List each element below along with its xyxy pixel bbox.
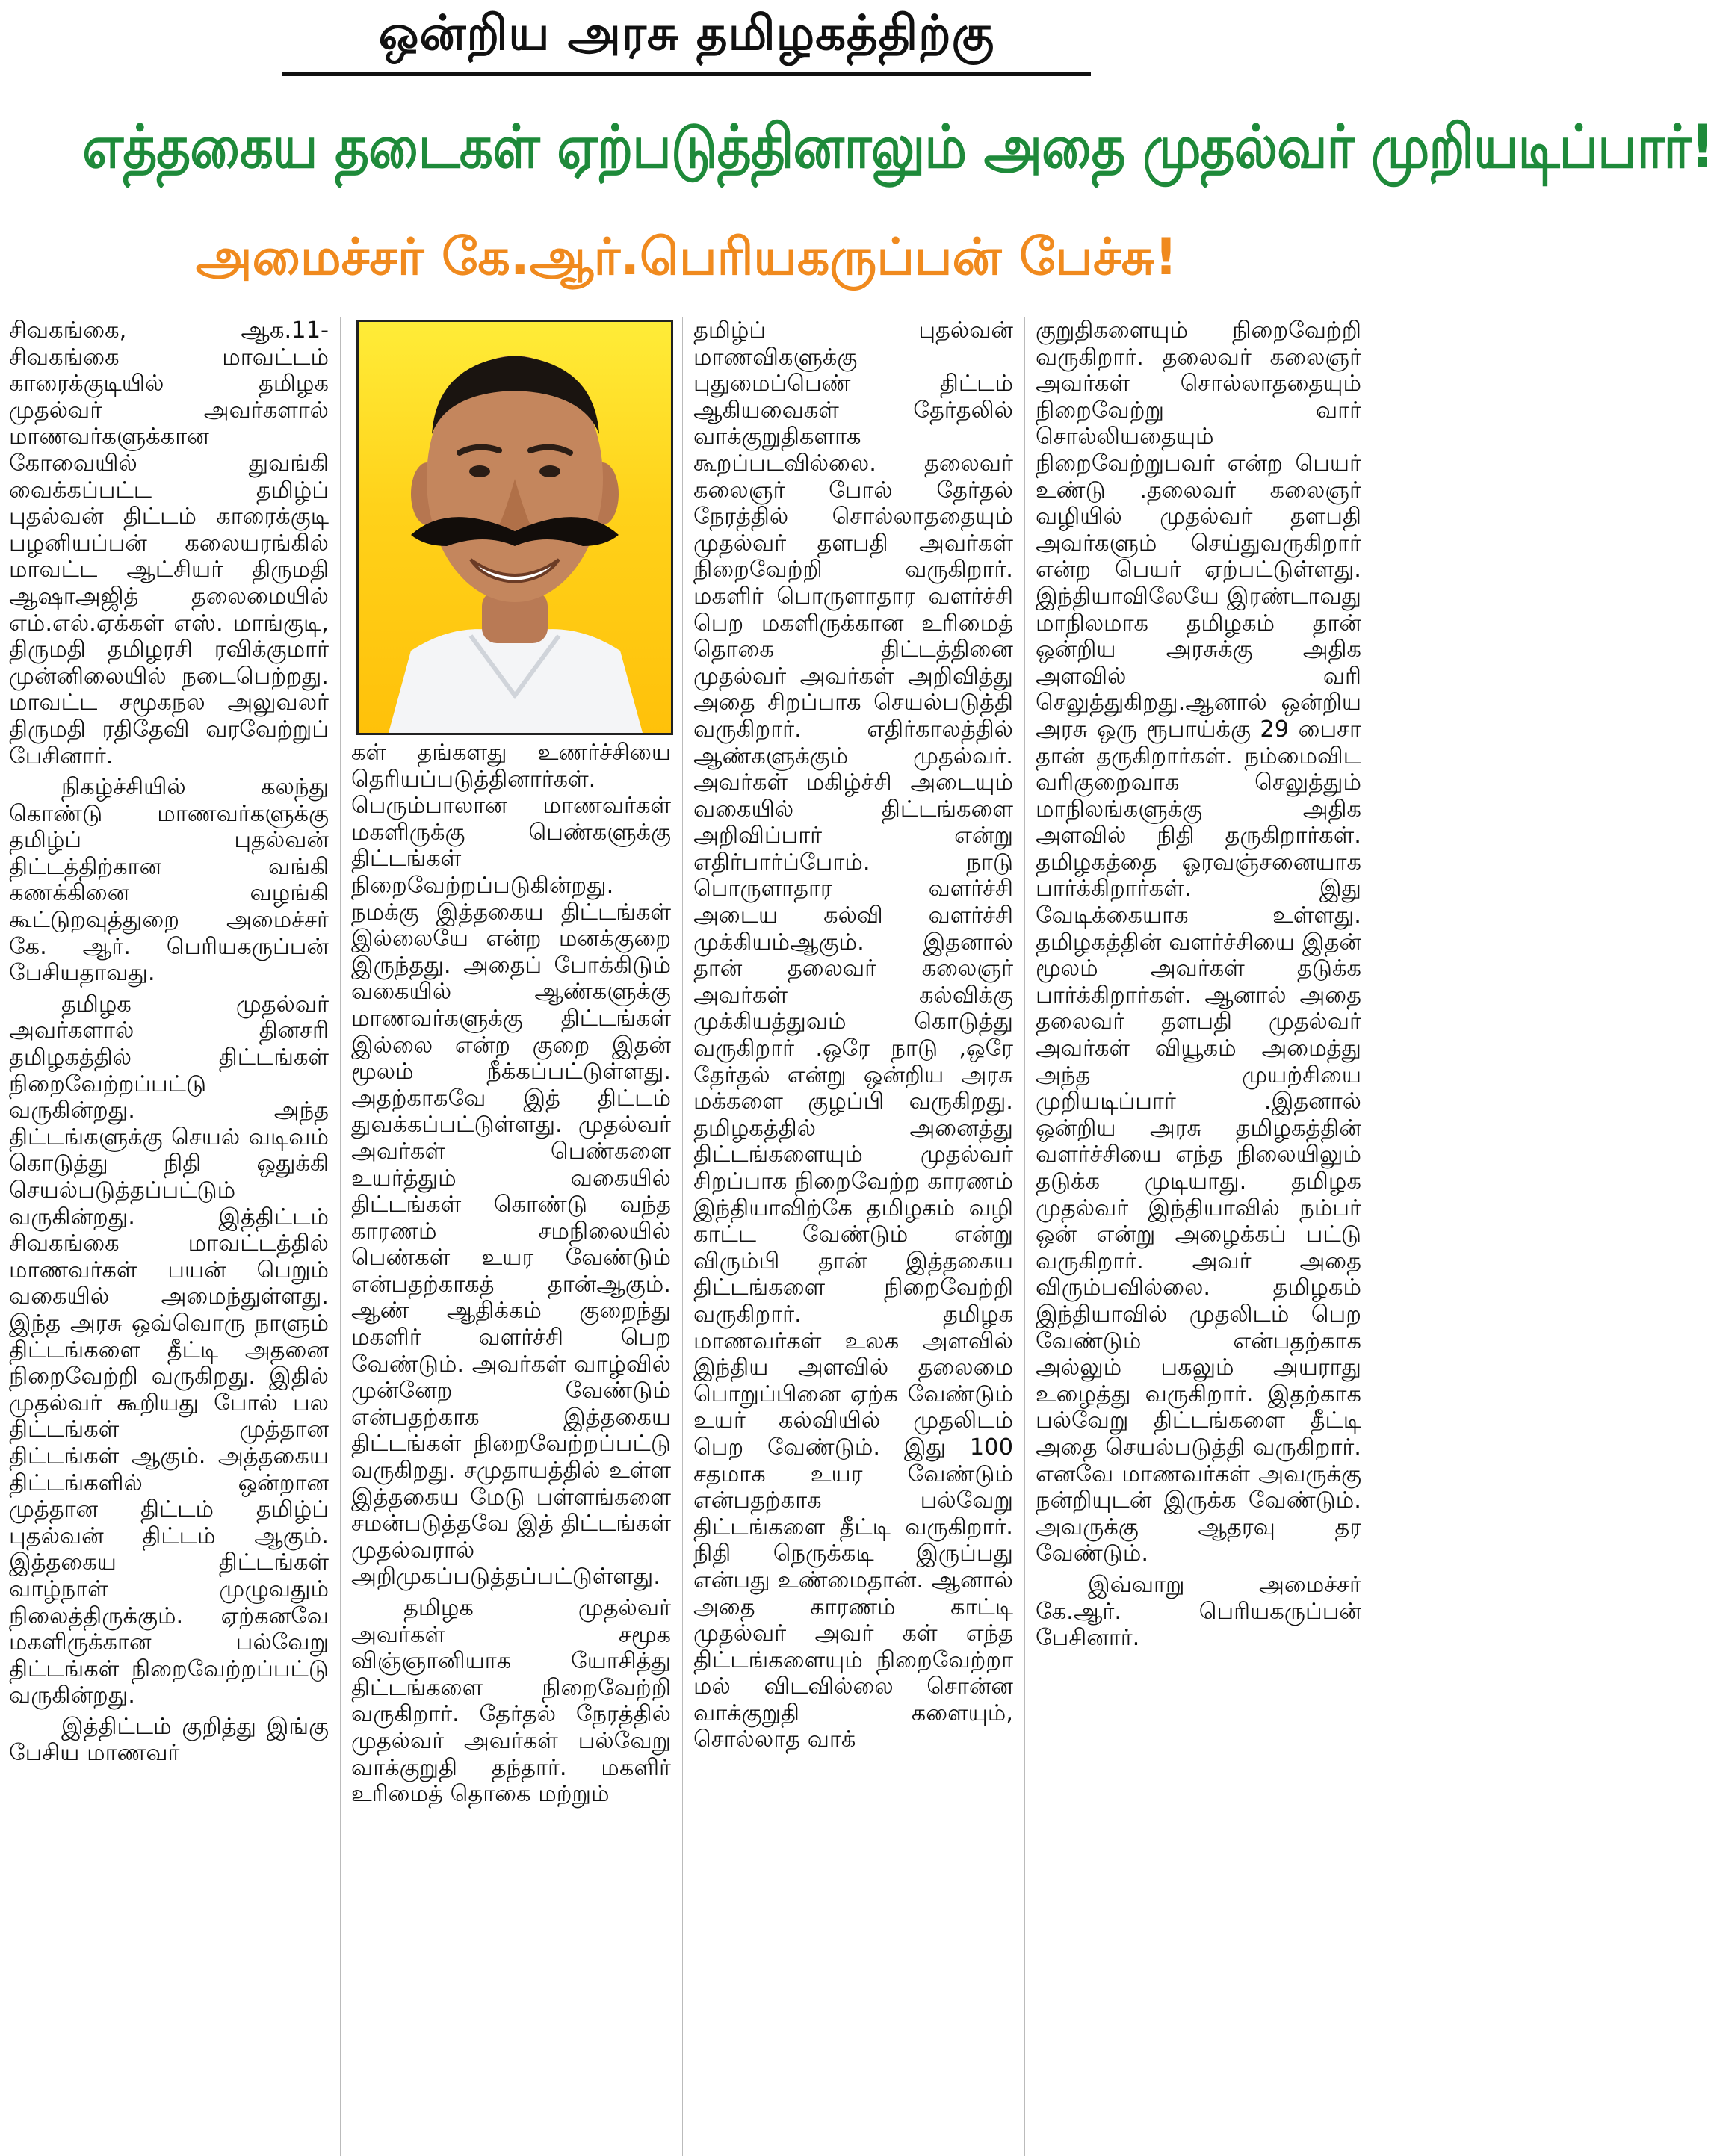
article-column-4 bbox=[1036, 317, 1361, 2156]
article-column-3 bbox=[693, 317, 1013, 2156]
portrait-photo bbox=[356, 320, 673, 735]
paragraph: தமிழ்ப் புதல்வன் மாணவிகளுக்கு புதுமைப்பெண் திட்டம் ஆகியவைகள் தேர்தலில் வாக்குறுதிகளாக கூறப்படவில்லை. தலைவர் கலைஞர் போல் தேர்தல் நேரத்தில் சொல்லாததையும் முதல்வர் தளபதி அவர்கள் நிறைவேற்றி வருகிறார். மகளிர் பொருளாதார வளர்ச்சி பெற மகளிருக்கான உரிமைத் தொகை திட்டத்தினை முதல்வர் அவர்கள் அறிவித்து அதை சிறப்பாக செயல்படுத்தி வருகிறார். எதிர்காலத்தில் ஆண்களுக்கும் முதல்வர். அவர்கள் மகிழ்ச்சி அடையும் வகையில் திட்டங்களை அறிவிப்பார் என்று எதிர்பார்ப்போம். நாடு பொருளாதார வளர்ச்சி அடைய கல்வி வளர்ச்சி முக்கியம்ஆகும். இதனால் தான் தலைவர் கலைஞர் அவர்கள் கல்விக்கு முக்கியத்துவம் கொடுத்து வருகிறார் .ஒரே நாடு ,ஒரே தேர்தல் என்று ஒன்றிய அரசு மக்களை குழப்பி வருகிறது. தமிழகத்தில் அனைத்து திட்டங்களையும் முதல்வர் சிறப்பாக நிறைவேற்ற காரணம் இந்தியாவிற்கே தமிழகம் வழி காட்ட வேண்டும் என்று விரும்பி தான் இத்தகைய திட்டங்களை நிறைவேற்றி வருகிறார். தமிழக மாணவர்கள் உலக அளவில் இந்திய அளவில் தலைமை பொறுப்பினை ஏற்க வேண்டும் உயர் கல்வியில் முதலிடம் பெற வேண்டும். இது 100 சதமாக உயர வேண்டும் என்பதற்காக பல்வேறு திட்டங்களை தீட்டி வருகிறார். நிதி நெருக்கடி இருப்பது என்பது உண்மைதான். ஆனால் அதை காரணம் காட்டி முதல்வர் அவர் கள் எந்த திட்டங்களையும் நிறைவேற்றா மல் விடவில்லை சொன்ன வாக்குறுதி களையும், சொல்லாத வாக் bbox=[693, 317, 1013, 1753]
subheadline: அமைச்சர் கே.ஆர்.பெரியகருப்பன் பேச்சு! bbox=[195, 228, 1178, 287]
paragraph: இவ்வாறு அமைச்சர் கே.ஆர். பெரியகருப்பன் பேசினார். bbox=[1036, 1571, 1361, 1652]
column-divider bbox=[682, 317, 683, 2156]
paragraph: நிகழ்ச்சியில் கலந்து கொண்டு மாணவர்களுக்கு தமிழ்ப் புதல்வன் திட்டத்திற்கான வங்கி கணக்கினை வழங்கி கூட்டுறவுத்துறை அமைச்சர் கே. ஆர். பெரியகருப்பன் பேசியதாவது. bbox=[9, 774, 329, 987]
article-column-1 bbox=[9, 317, 329, 2156]
paragraph: தமிழக முதல்வர் அவர்களால் தினசரி தமிழகத்தில் திட்டங்கள் நிறைவேற்றப்பட்டு வருகின்றது. அந்த திட்டங்களுக்கு செயல் வடிவம் கொடுத்து நிதி ஒதுக்கி செயல்படுத்தப்பட்டும் வருகின்றது. இத்திட்டம் சிவகங்கை மாவட்டத்தில் மாணவர்கள் பயன் பெறும் வகையில் அமைந்துள்ளது. இந்த அரசு ஒவ்வொரு நாளும் திட்டங்களை தீட்டி அதனை நிறைவேற்றி வருகிறது. இதில் முதல்வர் கூறியது போல் பல திட்டங்கள் முத்தான திட்டங்கள் ஆகும். அத்தகைய திட்டங்களில் ஒன்றான முத்தான திட்டம் தமிழ்ப் புதல்வன் திட்டம் ஆகும். இத்தகைய திட்டங்கள் வாழ்நாள் முழுவதும் நிலைத்திருக்கும். ஏற்கனவே மகளிருக்கான பல்வேறு திட்டங்கள் நிறைவேற்றப்பட்டு வருகின்றது. bbox=[9, 991, 329, 1709]
paragraph: குறுதிகளையும் நிறைவேற்றி வருகிறார். தலைவர் கலைஞர் அவர்கள் சொல்லாததையும் நிறைவேற்று வார் சொல்லியதையும் நிறைவேற்றுபவர் என்ற பெயர் உண்டு .தலைவர் கலைஞர் வழியில் முதல்வர் தளபதி அவர்களும் செய்துவருகிறார் என்ற பெயர் ஏற்பட்டுள்ளது. இந்தியாவிலேயே இரண்டாவது மாநிலமாக தமிழகம் தான் ஒன்றிய அரசுக்கு அதிக அளவில் வரி செலுத்துகிறது.ஆனால் ஒன்றிய அரசு ஒரு ரூபாய்க்கு 29 பைசா தான் தருகிறார்கள். நம்மைவிட வரிகுறைவாக செலுத்தும் மாநிலங்களுக்கு அதிக அளவில் நிதி தருகிறார்கள். தமிழகத்தை ஓரவஞ்சனையாக பார்க்கிறார்கள். இது வேடிக்கையாக உள்ளது. தமிழகத்தின் வளர்ச்சியை இதன் மூலம் அவர்கள் தடுக்க பார்க்கிறார்கள். ஆனால் அதை தலைவர் தளபதி முதல்வர் அவர்கள் வியூகம் அமைத்து அந்த முயற்சியை முறியடிப்பார் .இதனால் ஒன்றிய அரசு தமிழகத்தின் வளர்ச்சியை எந்த நிலையிலும் தடுக்க முடியாது. தமிழக முதல்வர் இந்தியாவில் நம்பர் ஒன் என்று அழைக்கப் பட்டு வருகிறார். அவர் அதை விரும்பவில்லை. தமிழகம் இந்தியாவில் முதலிடம் பெற வேண்டும் என்பதற்காக அல்லும் பகலும் அயராது உழைத்து வருகிறார். இதற்காக பல்வேறு திட்டங்களை தீட்டி அதை செயல்படுத்தி வருகிறார். எனவே மாணவர்கள் அவருக்கு நன்றியுடன் இருக்க வேண்டும். அவருக்கு ஆதரவு தர வேண்டும். bbox=[1036, 317, 1361, 1567]
column-divider bbox=[1024, 317, 1025, 2156]
article-column-2 bbox=[351, 740, 671, 2156]
paragraph: சிவகங்கை, ஆக.11- சிவகங்கை மாவட்டம் காரைக்குடியில் தமிழக முதல்வர் அவர்களால் மாணவர்களுக்கான கோவையில் துவங்கி வைக்கப்பட்ட தமிழ்ப் புதல்வன் திட்டம் காரைக்குடி பழனியப்பன் கலையரங்கில் மாவட்ட ஆட்சியர் திருமதி ஆஷாஅஜித் தலைமையில் எம்.எல்.ஏக்கள் எஸ். மாங்குடி, திருமதி தமிழரசி ரவிக்குமார் முன்னிலையில் நடைபெற்றது. மாவட்ட சமூகநல அலுவலர் திருமதி ரதிதேவி வரவேற்றுப் பேசினார். bbox=[9, 317, 329, 769]
paragraph: கள் தங்களது உணர்ச்சியை தெரியப்படுத்தினார்கள். பெரும்பாலான மாணவர்கள் மகளிருக்கு பெண்களுக்கு திட்டங்கள் நிறைவேற்றப்படுகின்றது. நமக்கு இத்தகைய திட்டங்கள் இல்லையே என்ற மனக்குறை இருந்தது. அதைப் போக்கிடும் வகையில் ஆண்களுக்கு மாணவர்களுக்கு திட்டங்கள் இல்லை என்ற குறை இதன் மூலம் நீக்கப்பட்டுள்ளது. அதற்காகவே இத் திட்டம் துவக்கப்பட்டுள்ளது. முதல்வர் அவர்கள் பெண்களை உயர்த்தும் வகையில் திட்டங்கள் கொண்டு வந்த காரணம் சமநிலையில் பெண்கள் உயர வேண்டும் என்பதற்காகத் தான்ஆகும். ஆண் ஆதிக்கம் குறைந்து மகளிர் வளர்ச்சி பெற வேண்டும். அவர்கள் வாழ்வில் முன்னேற வேண்டும் என்பதற்காக இத்தகைய திட்டங்கள் நிறைவேற்றப்பட்டு வருகிறது. சமுதாயத்தில் உள்ள இத்தகைய மேடு பள்ளங்களை சமன்படுத்தவே இத் திட்டங்கள் முதல்வரால் அறிமுகப்படுத்தப்பட்டுள்ளது. bbox=[351, 740, 671, 1590]
portrait-illustration bbox=[359, 322, 671, 733]
paragraph: தமிழக முதல்வர் அவர்கள் சமூக விஞ்ஞானியாக யோசித்து திட்டங்களை நிறைவேற்றி வருகிறார். தேர்தல் நேரத்தில் முதல்வர் அவர்கள் பல்வேறு வாக்குறுதி தந்தார். மகளிர் உரிமைத் தொகை மற்றும் bbox=[351, 1595, 671, 1808]
paragraph: இத்திட்டம் குறித்து இங்கு பேசிய மாணவர் bbox=[9, 1713, 329, 1767]
column-divider bbox=[340, 317, 341, 2156]
kicker-title: ஒன்றிய அரசு தமிழகத்திற்கு bbox=[378, 6, 995, 61]
kicker-underline bbox=[282, 72, 1091, 76]
headline: எத்தகைய தடைகள் ஏற்படுத்தினாலும் அதை முதல்வர் முறியடிப்பார்! bbox=[82, 112, 1714, 182]
